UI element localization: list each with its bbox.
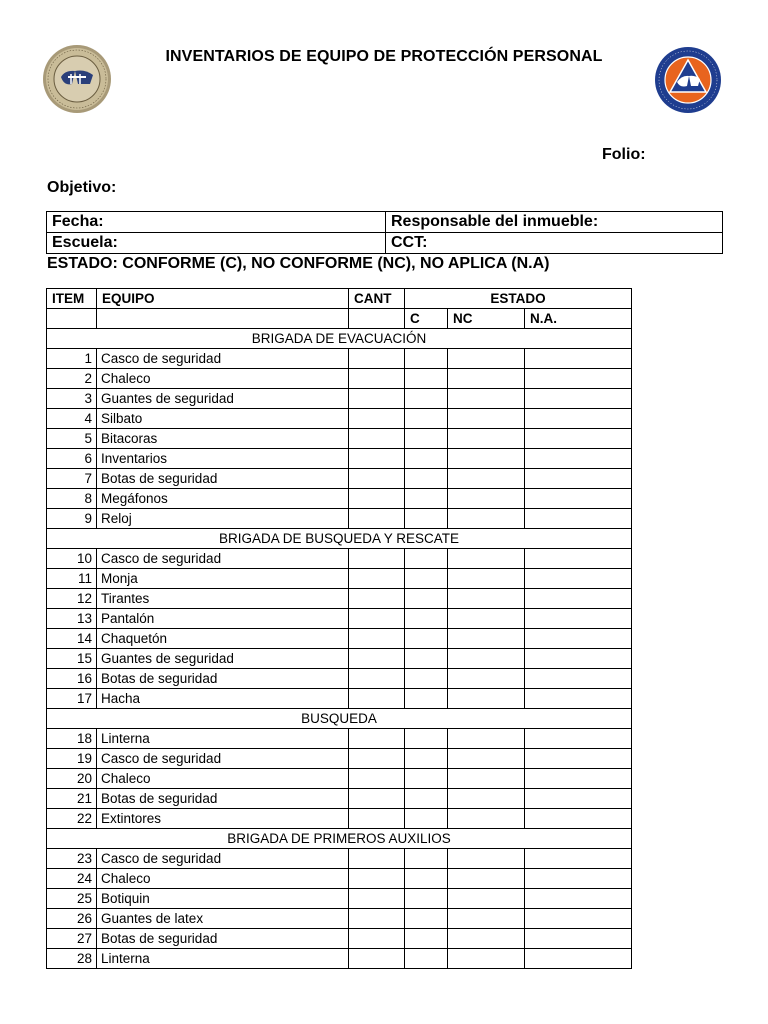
na-cell[interactable] <box>525 409 632 429</box>
nc-header: NC <box>448 309 525 329</box>
info-table <box>46 211 723 254</box>
item-number: 22 <box>47 809 97 829</box>
na-cell[interactable] <box>525 849 632 869</box>
inventory-table <box>46 288 632 969</box>
nc-cell[interactable] <box>448 929 525 949</box>
cant-cell[interactable] <box>349 889 405 909</box>
nc-cell[interactable] <box>448 509 525 529</box>
cant-cell[interactable] <box>349 769 405 789</box>
cant-cell[interactable] <box>349 569 405 589</box>
c-header: C <box>405 309 448 329</box>
section-title: BRIGADA DE PRIMEROS AUXILIOS <box>47 829 632 849</box>
na-cell[interactable] <box>525 689 632 709</box>
nc-cell[interactable] <box>448 769 525 789</box>
cant-cell[interactable] <box>349 849 405 869</box>
item-name: Botas de seguridad <box>97 469 349 489</box>
item-name: Bitacoras <box>97 429 349 449</box>
document-title: INVENTARIOS DE EQUIPO DE PROTECCIÓN PERSONAL <box>165 48 603 65</box>
c-cell[interactable] <box>405 429 448 449</box>
item-name: Chaleco <box>97 369 349 389</box>
subheader-row <box>47 309 632 329</box>
table-row <box>47 769 632 789</box>
section-row <box>47 829 632 849</box>
nc-cell[interactable] <box>448 549 525 569</box>
table-row <box>47 449 632 469</box>
cant-header: CANT <box>349 289 405 309</box>
na-cell[interactable] <box>525 469 632 489</box>
item-name: Chaleco <box>97 869 349 889</box>
info-row <box>47 233 723 254</box>
item-number: 3 <box>47 389 97 409</box>
c-cell[interactable] <box>405 889 448 909</box>
table-row <box>47 889 632 909</box>
nc-cell[interactable] <box>448 489 525 509</box>
item-number: 16 <box>47 669 97 689</box>
table-row <box>47 349 632 369</box>
na-cell[interactable] <box>525 589 632 609</box>
item-number: 15 <box>47 649 97 669</box>
na-cell[interactable] <box>525 449 632 469</box>
na-cell[interactable] <box>525 929 632 949</box>
estado-header: ESTADO <box>405 289 632 309</box>
item-name: Linterna <box>97 949 349 969</box>
c-cell[interactable] <box>405 409 448 429</box>
item-name: Hacha <box>97 689 349 709</box>
cant-cell[interactable] <box>349 469 405 489</box>
table-row <box>47 749 632 769</box>
cant-cell[interactable] <box>349 549 405 569</box>
c-cell[interactable] <box>405 909 448 929</box>
responsable-field[interactable]: Responsable del inmueble: <box>386 212 723 233</box>
table-row <box>47 429 632 449</box>
c-cell[interactable] <box>405 769 448 789</box>
info-row <box>47 212 723 233</box>
cant-cell[interactable] <box>349 629 405 649</box>
na-cell[interactable] <box>525 769 632 789</box>
item-name: Monja <box>97 569 349 589</box>
proteccion-civil-seal-icon <box>654 46 722 114</box>
nc-cell[interactable] <box>448 409 525 429</box>
table-row <box>47 489 632 509</box>
cant-cell[interactable] <box>349 789 405 809</box>
item-number: 9 <box>47 509 97 529</box>
na-cell[interactable] <box>525 349 632 369</box>
nc-cell[interactable] <box>448 649 525 669</box>
item-name: Botas de seguridad <box>97 669 349 689</box>
c-cell[interactable] <box>405 789 448 809</box>
nc-cell[interactable] <box>448 789 525 809</box>
na-cell[interactable] <box>525 889 632 909</box>
item-name: Botas de seguridad <box>97 789 349 809</box>
cant-cell[interactable] <box>349 349 405 369</box>
table-row <box>47 669 632 689</box>
item-number: 24 <box>47 869 97 889</box>
cant-cell[interactable] <box>349 409 405 429</box>
na-cell[interactable] <box>525 509 632 529</box>
na-cell[interactable] <box>525 949 632 969</box>
nc-cell[interactable] <box>448 609 525 629</box>
empty-cell <box>349 309 405 329</box>
table-row <box>47 609 632 629</box>
section-title: BRIGADA DE EVACUACIÓN <box>47 329 632 349</box>
item-name: Botas de seguridad <box>97 929 349 949</box>
c-cell[interactable] <box>405 869 448 889</box>
nc-cell[interactable] <box>448 449 525 469</box>
table-row <box>47 409 632 429</box>
item-number: 26 <box>47 909 97 929</box>
section-row <box>47 709 632 729</box>
section-title: BUSQUEDA <box>47 709 632 729</box>
objetivo-label: Objetivo: <box>47 179 117 196</box>
table-row <box>47 869 632 889</box>
table-row <box>47 849 632 869</box>
item-number: 1 <box>47 349 97 369</box>
table-row <box>47 929 632 949</box>
na-cell[interactable] <box>525 649 632 669</box>
nc-cell[interactable] <box>448 809 525 829</box>
c-cell[interactable] <box>405 549 448 569</box>
c-cell[interactable] <box>405 369 448 389</box>
cant-cell[interactable] <box>349 729 405 749</box>
fecha-field[interactable]: Fecha: <box>47 212 386 233</box>
escuela-field[interactable]: Escuela: <box>47 233 386 254</box>
na-cell[interactable] <box>525 369 632 389</box>
nc-cell[interactable] <box>448 869 525 889</box>
na-cell[interactable] <box>525 749 632 769</box>
c-cell[interactable] <box>405 649 448 669</box>
item-number: 21 <box>47 789 97 809</box>
na-cell[interactable] <box>525 669 632 689</box>
item-name: Inventarios <box>97 449 349 469</box>
item-name: Chaleco <box>97 769 349 789</box>
nc-cell[interactable] <box>448 469 525 489</box>
table-row <box>47 369 632 389</box>
cant-cell[interactable] <box>349 589 405 609</box>
na-cell[interactable] <box>525 789 632 809</box>
na-cell[interactable] <box>525 729 632 749</box>
item-name: Silbato <box>97 409 349 429</box>
na-cell[interactable] <box>525 909 632 929</box>
table-row <box>47 589 632 609</box>
item-name: Extintores <box>97 809 349 829</box>
item-name: Reloj <box>97 509 349 529</box>
nc-cell[interactable] <box>448 729 525 749</box>
cct-field[interactable]: CCT: <box>386 233 723 254</box>
na-cell[interactable] <box>525 609 632 629</box>
section-title: BRIGADA DE BUSQUEDA Y RESCATE <box>47 529 632 549</box>
c-cell[interactable] <box>405 489 448 509</box>
cant-cell[interactable] <box>349 909 405 929</box>
cant-cell[interactable] <box>349 749 405 769</box>
item-header: ITEM <box>47 289 97 309</box>
cant-cell[interactable] <box>349 389 405 409</box>
item-number: 7 <box>47 469 97 489</box>
cant-cell[interactable] <box>349 609 405 629</box>
item-number: 13 <box>47 609 97 629</box>
item-number: 4 <box>47 409 97 429</box>
item-number: 28 <box>47 949 97 969</box>
c-cell[interactable] <box>405 569 448 589</box>
nc-cell[interactable] <box>448 689 525 709</box>
c-cell[interactable] <box>405 509 448 529</box>
nc-cell[interactable] <box>448 849 525 869</box>
c-cell[interactable] <box>405 389 448 409</box>
cant-cell[interactable] <box>349 369 405 389</box>
na-cell[interactable] <box>525 869 632 889</box>
equipo-header: EQUIPO <box>97 289 349 309</box>
c-cell[interactable] <box>405 589 448 609</box>
item-number: 19 <box>47 749 97 769</box>
header-row <box>47 289 632 309</box>
cant-cell[interactable] <box>349 689 405 709</box>
nc-cell[interactable] <box>448 889 525 909</box>
c-cell[interactable] <box>405 469 448 489</box>
table-row <box>47 469 632 489</box>
item-number: 25 <box>47 889 97 909</box>
item-number: 20 <box>47 769 97 789</box>
folio-label: Folio: <box>602 146 646 163</box>
item-number: 8 <box>47 489 97 509</box>
item-name: Tirantes <box>97 589 349 609</box>
cant-cell[interactable] <box>349 489 405 509</box>
table-row <box>47 809 632 829</box>
cant-cell[interactable] <box>349 649 405 669</box>
cant-cell[interactable] <box>349 449 405 469</box>
nc-cell[interactable] <box>448 629 525 649</box>
c-cell[interactable] <box>405 609 448 629</box>
na-cell[interactable] <box>525 809 632 829</box>
empty-cell <box>47 309 97 329</box>
item-name: Chaquetón <box>97 629 349 649</box>
item-name: Guantes de seguridad <box>97 389 349 409</box>
item-number: 5 <box>47 429 97 449</box>
item-name: Casco de seguridad <box>97 849 349 869</box>
item-number: 6 <box>47 449 97 469</box>
estado-legend: ESTADO: CONFORME (C), NO CONFORME (NC), NO APLICA (N.A) <box>47 255 550 272</box>
item-number: 27 <box>47 929 97 949</box>
cant-cell[interactable] <box>349 929 405 949</box>
cant-cell[interactable] <box>349 509 405 529</box>
nc-cell[interactable] <box>448 949 525 969</box>
na-cell[interactable] <box>525 429 632 449</box>
c-cell[interactable] <box>405 809 448 829</box>
item-number: 18 <box>47 729 97 749</box>
c-cell[interactable] <box>405 749 448 769</box>
na-header: N.A. <box>525 309 632 329</box>
cant-cell[interactable] <box>349 669 405 689</box>
item-number: 17 <box>47 689 97 709</box>
c-cell[interactable] <box>405 729 448 749</box>
table-row <box>47 789 632 809</box>
item-name: Casco de seguridad <box>97 349 349 369</box>
nc-cell[interactable] <box>448 589 525 609</box>
cant-cell[interactable] <box>349 869 405 889</box>
c-cell[interactable] <box>405 849 448 869</box>
item-number: 12 <box>47 589 97 609</box>
table-row <box>47 689 632 709</box>
nc-cell[interactable] <box>448 349 525 369</box>
table-row <box>47 909 632 929</box>
item-name: Casco de seguridad <box>97 549 349 569</box>
item-name: Botiquin <box>97 889 349 909</box>
cant-cell[interactable] <box>349 949 405 969</box>
item-name: Megáfonos <box>97 489 349 509</box>
table-row <box>47 949 632 969</box>
table-row <box>47 569 632 589</box>
c-cell[interactable] <box>405 349 448 369</box>
nc-cell[interactable] <box>448 749 525 769</box>
section-row <box>47 329 632 349</box>
table-row <box>47 649 632 669</box>
cant-cell[interactable] <box>349 809 405 829</box>
item-number: 11 <box>47 569 97 589</box>
c-cell[interactable] <box>405 689 448 709</box>
item-name: Pantalón <box>97 609 349 629</box>
item-number: 23 <box>47 849 97 869</box>
table-row <box>47 729 632 749</box>
nc-cell[interactable] <box>448 369 525 389</box>
table-row <box>47 629 632 649</box>
nc-cell[interactable] <box>448 429 525 449</box>
na-cell[interactable] <box>525 489 632 509</box>
item-name: Linterna <box>97 729 349 749</box>
empty-cell <box>97 309 349 329</box>
section-row <box>47 529 632 549</box>
item-number: 10 <box>47 549 97 569</box>
table-row <box>47 509 632 529</box>
nc-cell[interactable] <box>448 669 525 689</box>
na-cell[interactable] <box>525 389 632 409</box>
table-row <box>47 389 632 409</box>
nc-cell[interactable] <box>448 909 525 929</box>
c-cell[interactable] <box>405 629 448 649</box>
cant-cell[interactable] <box>349 429 405 449</box>
nc-cell[interactable] <box>448 389 525 409</box>
na-cell[interactable] <box>525 569 632 589</box>
nc-cell[interactable] <box>448 569 525 589</box>
item-number: 14 <box>47 629 97 649</box>
na-cell[interactable] <box>525 549 632 569</box>
item-name: Guantes de seguridad <box>97 649 349 669</box>
item-name: Guantes de latex <box>97 909 349 929</box>
table-row <box>47 549 632 569</box>
c-cell[interactable] <box>405 949 448 969</box>
c-cell[interactable] <box>405 929 448 949</box>
c-cell[interactable] <box>405 669 448 689</box>
c-cell[interactable] <box>405 449 448 469</box>
na-cell[interactable] <box>525 629 632 649</box>
item-number: 2 <box>47 369 97 389</box>
item-name: Casco de seguridad <box>97 749 349 769</box>
